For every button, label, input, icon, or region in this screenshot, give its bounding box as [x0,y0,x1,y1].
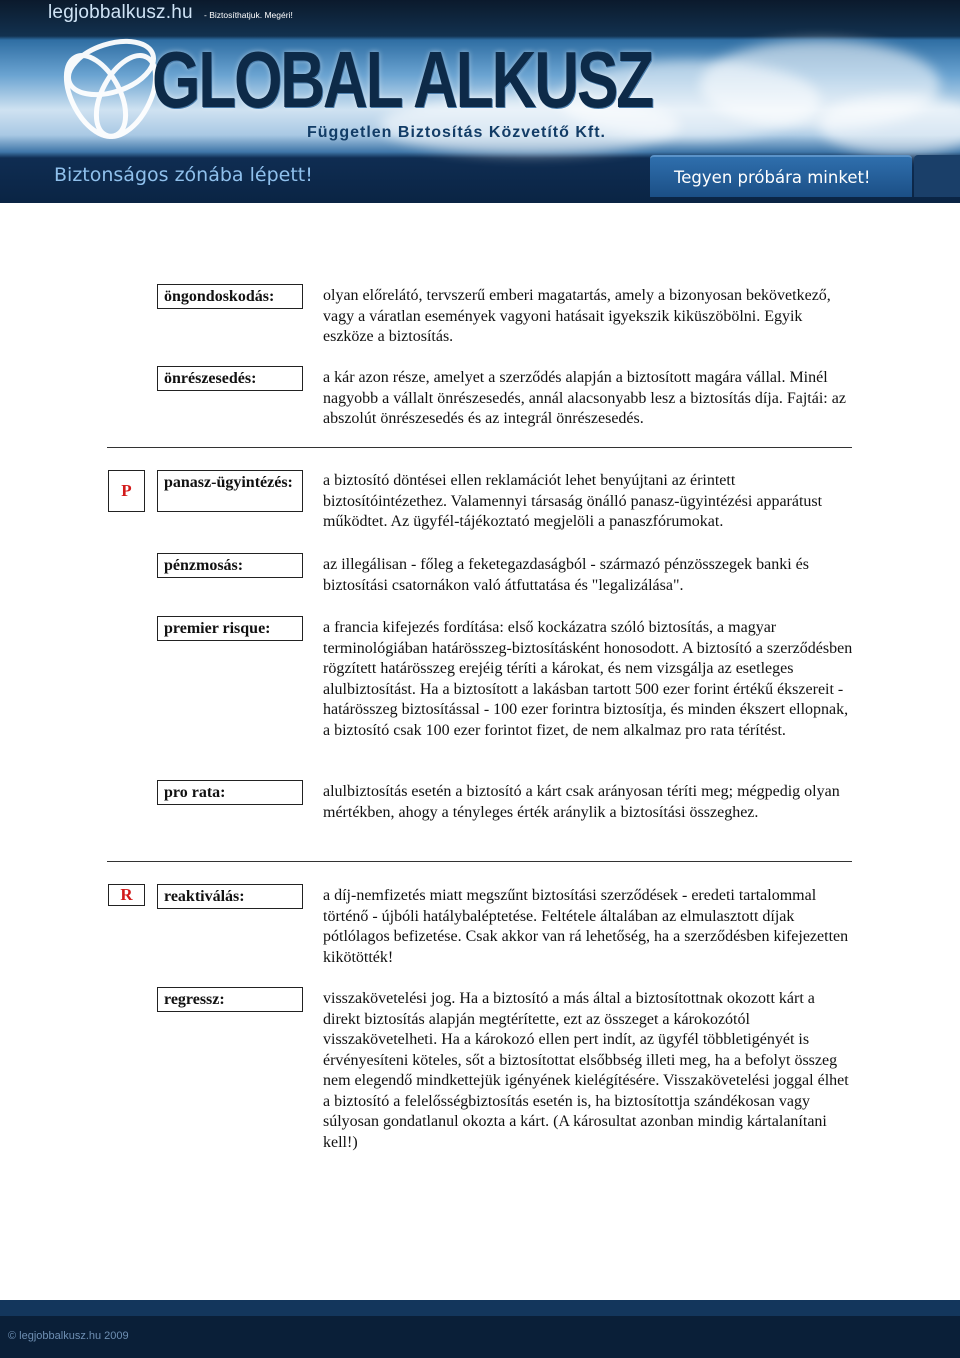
definition-text: a díj-nemfizetés miatt megszűnt biztosítási szerződések - eredeti tartalommal történő - újbóli hatálybaléptetése. Feltétele általában az elmulasztott díjak pótlólagos befizetése. Csak akkor van rá lehetőség, ha a szerződésben kifejezetten kikötötték! [323,887,849,966]
brand-name: GLOBAL ALKUSZ [152,35,652,124]
term-box [157,470,303,512]
term-label: önrészesedés: [164,370,257,387]
term-box [157,366,303,391]
term-box [157,553,303,578]
footer-copyright[interactable]: © legjobbalkusz.hu 2009 [8,1330,129,1342]
cta-edge [914,155,960,197]
letter-label: R [120,885,133,904]
term-box [157,987,303,1012]
footer [0,1316,960,1358]
letter-badge [108,470,145,512]
site-link[interactable]: legjobbalkusz.hu [48,2,193,23]
term-label: öngondoskodás: [164,288,275,305]
letter-badge [108,884,145,906]
definition-text: olyan előrelátó, tervszerű emberi magatartás, amely a bizonyosan bekövetkező, vagy a váratlan események vagyoni hatásait igyekszik kiküszöbölni. Egyik eszköze a biztosítás. [323,287,831,345]
brand-subtitle: Független Biztosítás Közvetítő Kft. [307,124,606,141]
cta-label[interactable]: Tegyen próbára minket! [674,168,871,187]
definition-text: az illegálisan - főleg a feketegazdaságból - származó pénzösszegek banki és biztosítási csatornákon való átfuttatása és "legalizálása". [323,556,809,594]
letter-label: P [121,481,132,500]
cta-tab[interactable] [650,155,912,197]
term-label: panasz-ügyintézés: [164,474,293,491]
zone-message: Biztonságos zónába lépett! [54,164,313,186]
definition-text: a biztosító döntései ellen reklamációt lehet benyújtani az érintett biztosítóintézethez. Valamennyi társaság önálló panasz-ügyintézési apparátust működtet. Az ügyfél-tájékoztató megjelöli a panaszfórumokat. [323,472,823,530]
definition-text: a francia kifejezés fordítása: első kockázatra szóló biztosítás, a magyar terminológiában határösszeg-biztosításként honosodott. A biztosító a szerződésben rögzített határösszeg erejéig téríti a károkat, és nem vizsgálja az esetleges alulbiztosítást. Ha a biztosított a lakásban tartott 500 ezer forint értékű ékszereit - határösszeg biztosítással - 100 ezer forintra biztosítja, és minden ékszert ellopnak, a biztosító csak 100 ezer forintot fizet, de nem alkalmaz pro rata térítést. [323,619,853,739]
definition-text: visszakövetelési jog. Ha a biztosító a más által a biztosítottnak okozott kárt a direkt biztosítás alapján megtérítette, ezt az összeget a károkozótól visszakövetelheti. Ha a károkozó ellen pert indít, az ügyfél többletigényét is érvényesíteni köteles, sőt a biztosítottat elsőbbség illeti meg, ha a befolyt összeg nem elegendő mindkettejük igényének kielégítésére. Visszakövetelési joggal élhet a biztosító a felelősségbiztosítás esetén is, ha biztosítottja szándékosan vagy súlyosan gondatlanul okozta a kárt. (A károsultat azonban mindig kártalanítani kell!) [323,990,849,1151]
term-label: premier risque: [164,620,271,637]
term-box [157,780,303,805]
term-label: reaktiválás: [164,888,245,905]
term-label: regressz: [164,991,225,1008]
header-banner [0,0,960,203]
term-box [157,284,303,309]
definition-text: a kár azon része, amelyet a szerződés alapján a biztosított magára vállal. Minél nagyobb a vállalt önrészesedés, annál alacsonyabb lesz a biztosítás díja. Fajtái: az abszolút önrészesedés és az integrál önrészesedés. [323,369,846,427]
term-label: pénzmosás: [164,557,244,574]
term-box [157,884,303,909]
section-divider [107,861,852,862]
site-tagline: - Biztosíthatjuk. Megéri! [204,10,293,20]
section-divider [107,447,852,448]
term-box [157,616,303,641]
definition-text: alulbiztosítás esetén a biztosító a kárt csak arányosan téríti meg; mégpedig olyan mértékben, ahogy a tényleges érték aránylik a biztosítási összeghez. [323,783,840,821]
term-label: pro rata: [164,784,226,801]
footer-bar [0,1300,960,1316]
